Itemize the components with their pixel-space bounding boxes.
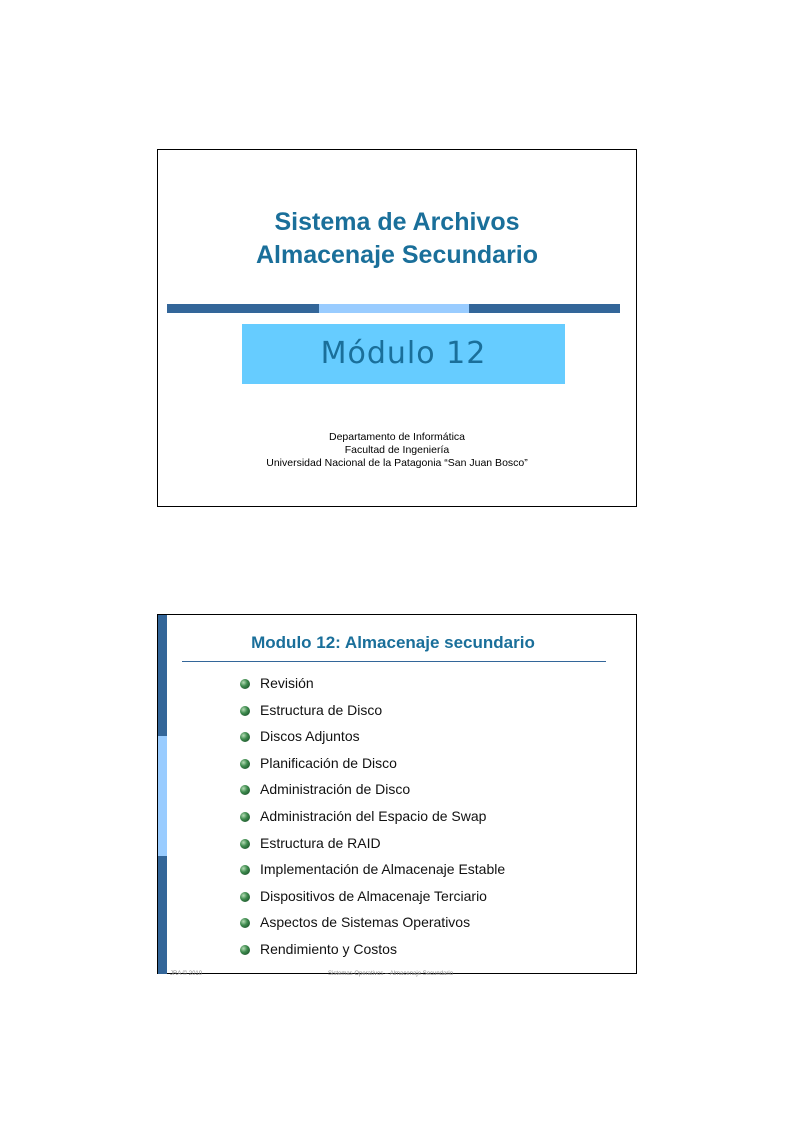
university-text: Universidad Nacional de la Patagonia “San Juan Bosco” (266, 457, 528, 469)
bullet-icon (240, 706, 250, 716)
outline-slide (157, 614, 637, 977)
list-item (240, 830, 505, 857)
title-line-1: Sistema de Archivos (274, 208, 520, 236)
list-item (240, 723, 505, 750)
list-item-label: Administración de Disco (260, 781, 411, 798)
bullet-icon (240, 759, 250, 769)
bullet-icon (240, 812, 250, 822)
bullet-icon (240, 679, 250, 689)
decor-bar-middle (319, 304, 469, 313)
title-underline (182, 661, 606, 662)
side-bar-middle (158, 736, 167, 856)
list-item (240, 883, 505, 910)
decor-bar-left (167, 304, 319, 313)
faculty-text: Facultad de Ingeniería (344, 444, 450, 456)
list-item-label: Estructura de Disco (260, 701, 383, 718)
department-text: Departamento de Informática (329, 431, 465, 443)
list-item-label: Estructura de RAID (260, 834, 381, 851)
list-item (240, 697, 505, 724)
list-item-label: Administración del Espacio de Swap (260, 807, 487, 824)
bullet-icon (240, 865, 250, 875)
list-item-label: Discos Adjuntos (260, 728, 360, 745)
list-item (240, 909, 505, 936)
topic-list (240, 670, 505, 963)
list-item-label: Implementación de Almacenaje Estable (260, 861, 506, 878)
list-item-label: Aspectos de Sistemas Operativos (260, 914, 471, 931)
list-item (240, 936, 505, 963)
bullet-icon (240, 945, 250, 955)
decor-bar-right (469, 304, 620, 313)
footer-course: Sistemas Operativos – Almacenaje Secundario (328, 971, 454, 977)
list-item-label: Dispositivos de Almacenaje Terciario (260, 887, 487, 904)
bullet-icon (240, 892, 250, 902)
bullet-icon (240, 839, 250, 849)
institution-info (158, 431, 636, 470)
list-item (240, 856, 505, 883)
module-label: Módulo 12 (242, 324, 565, 384)
side-bar-top (158, 615, 167, 736)
side-bar-bottom (158, 856, 167, 974)
footer-copyright: JRA © 2010 (170, 971, 203, 977)
title-slide (157, 149, 637, 507)
list-item-label: Planificación de Disco (260, 754, 397, 771)
bullet-icon (240, 918, 250, 928)
slide-title (158, 206, 636, 272)
list-item (240, 803, 505, 830)
slide-title: Modulo 12: Almacenaje secundario (251, 633, 535, 652)
list-item (240, 670, 505, 697)
bullet-icon (240, 785, 250, 795)
title-line-2: Almacenaje Secundario (255, 241, 539, 269)
list-item (240, 776, 505, 803)
bullet-icon (240, 732, 250, 742)
list-item (240, 750, 505, 777)
list-item-label: Revisión (260, 675, 314, 691)
list-item-label: Rendimiento y Costos (260, 940, 397, 957)
